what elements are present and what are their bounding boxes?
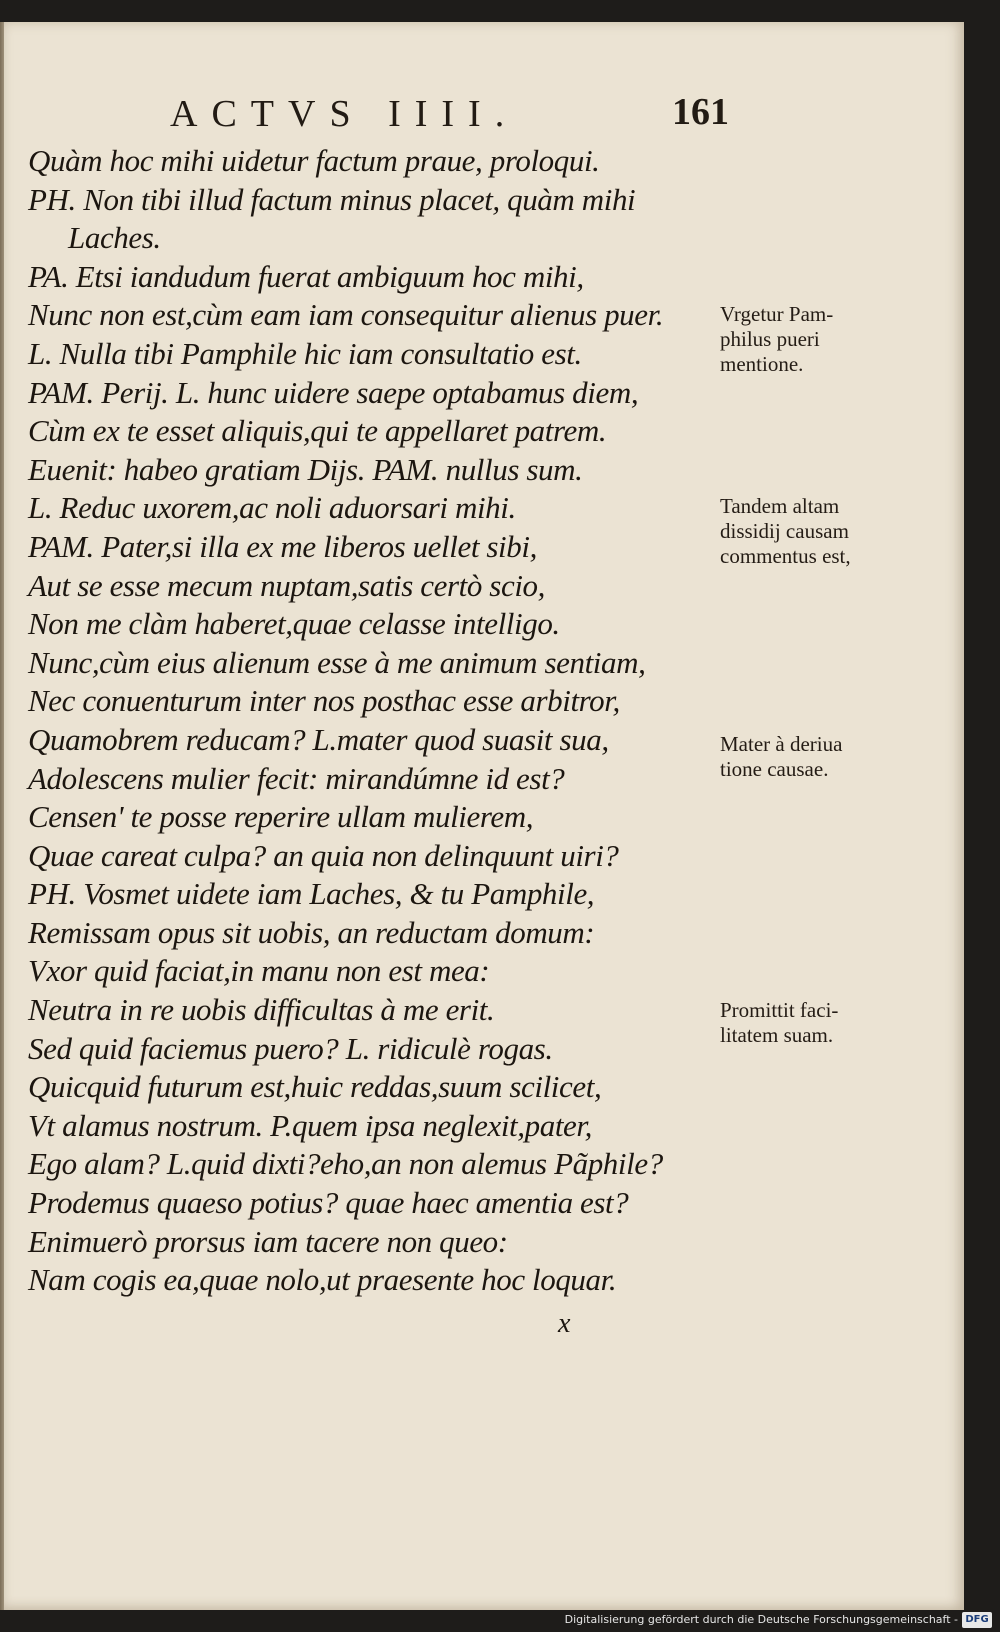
verse-line: Vt alamus nostrum. P.quem ipsa neglexit,pater, [28, 1107, 592, 1143]
verse-line: Cùm ex te esset aliquis,qui te appellaret patrem. [28, 413, 607, 449]
verse-line: L. Reduc uxorem,ac noli aduorsari mihi. [28, 490, 516, 526]
margin-note [720, 998, 838, 1048]
dfg-logo: DFG [962, 1612, 992, 1628]
margin-note-line: tione causae. [720, 757, 829, 781]
margin-note-line: mentione. [720, 352, 804, 376]
verse-line: Prodemus quaeso potius? quae haec amentia est? [28, 1185, 629, 1221]
margin-note-line: litatem suam. [720, 1023, 834, 1047]
running-header: ACTVS IIII. [170, 93, 519, 135]
verse-line: PAM. Pater,si illa ex me liberos uellet sibi, [28, 528, 537, 564]
margin-note-line: dissidij causam [720, 519, 849, 543]
margin-note [720, 732, 842, 782]
margin-note-line: commentus est, [720, 544, 851, 568]
verse-line: Ego alam? L.quid dixti?eho,an non alemus Pãphile? [28, 1146, 663, 1182]
page-number: 161 [672, 91, 729, 133]
margin-note [720, 302, 833, 377]
verse-line: Non me clàm haberet,quae celasse intelligo. [28, 606, 560, 642]
margin-note-line: Tandem altam [720, 494, 840, 518]
margin-note-line: Promittit faci- [720, 998, 839, 1022]
catchword: x [558, 1308, 571, 1339]
verse-line: PA. Etsi iandudum fuerat ambiguum hoc mihi, [28, 258, 584, 294]
verse-line: Sed quid faciemus puero? L. ridiculè rogas. [28, 1030, 553, 1066]
verse-line: Vxor quid faciat,in manu non est mea: [28, 953, 490, 989]
digitization-credit: Digitalisierung gefördert durch die Deutsche Forschungsgemeinschaft - [564, 1613, 958, 1626]
verse-line: Nunc,cùm eius alienum esse à me animum sentiam, [28, 644, 646, 680]
verse-line: Enimuerò prorsus iam tacere non queo: [28, 1223, 508, 1259]
verse-line: Neutra in re uobis difficultas à me erit. [28, 992, 495, 1028]
margin-note-line: Mater à deriua [720, 732, 843, 756]
verse-line: Aut se esse mecum nuptam,satis certò scio, [28, 567, 545, 603]
verse-line: PH. Non tibi illud factum minus placet, quàm mihi [28, 181, 636, 217]
verse-line: Nec conuenturum inter nos posthac esse arbitror, [28, 683, 620, 719]
verse-line: Nunc non est,cùm eam iam consequitur alienus puer. [28, 297, 664, 333]
verse-line: Quicquid futurum est,huic reddas,suum scilicet, [28, 1069, 602, 1105]
verse-line: Laches. [68, 220, 161, 256]
verse-line: Quàm hoc mihi uidetur factum praue, proloqui. [28, 143, 600, 178]
verse-line: Euenit: habeo gratiam Dijs. PAM. nullus sum. [28, 451, 583, 487]
verse-text [28, 142, 728, 1300]
margin-note [720, 494, 851, 569]
verse-line: Remissam opus sit uobis, an reductam domum: [28, 914, 595, 950]
verse-line: L. Nulla tibi Pamphile hic iam consultatio est. [28, 335, 582, 371]
verse-line: Quamobrem reducam? L.mater quod suasit sua, [28, 721, 609, 757]
verse-line: Censen' te posse reperire ullam mulierem, [28, 799, 534, 835]
verse-line: PH. Vosmet uidete iam Laches, & tu Pamphile, [28, 876, 595, 912]
verse-line: PAM. Perij. L. hunc uidere saepe optabamus diem, [28, 374, 639, 410]
verse-line: Adolescens mulier fecit: mirandúmne id est? [28, 760, 565, 796]
verse-line: Quae careat culpa? an quia non delinquunt uiri? [28, 837, 619, 873]
margin-note-line: philus pueri [720, 327, 820, 351]
margin-note-line: Vrgetur Pam- [720, 302, 834, 326]
verse-line: Nam cogis ea,quae nolo,ut praesente hoc loquar. [28, 1262, 617, 1298]
